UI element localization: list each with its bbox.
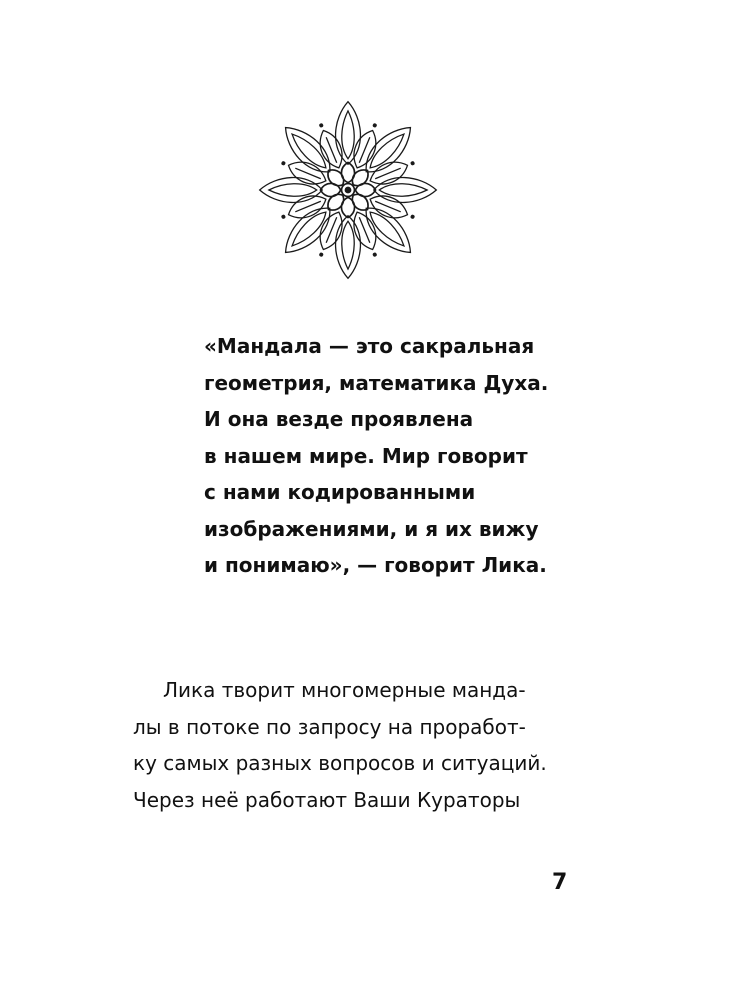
- quote-line: «Мандала — это сакральная: [204, 334, 535, 358]
- quote-line: с нами кодированными: [204, 480, 476, 504]
- body-line: Через неё работают Ваши Кураторы: [133, 787, 521, 812]
- quote-line: и понимаю», — говорит Лика.: [204, 553, 547, 577]
- quote-line: изображениями, и я их вижу: [204, 516, 539, 541]
- body-paragraph: [133, 672, 583, 818]
- quote-line: в нашем мире. Мир говорит: [204, 443, 528, 468]
- body-line: ку самых разных вопросов и ситуаций.: [133, 751, 547, 775]
- quote-line: геометрия, математика Духа.: [204, 370, 549, 395]
- mandala-icon: [256, 98, 440, 282]
- page-number: 7: [552, 870, 568, 895]
- quote-line: И она везде проявлена: [204, 407, 474, 431]
- mandala-center-dot: [345, 187, 351, 193]
- body-line: лы в потоке по запросу на проработ-: [133, 714, 526, 739]
- body-line: Лика творит многомерные манда-: [163, 678, 526, 702]
- quote-block: [204, 328, 604, 584]
